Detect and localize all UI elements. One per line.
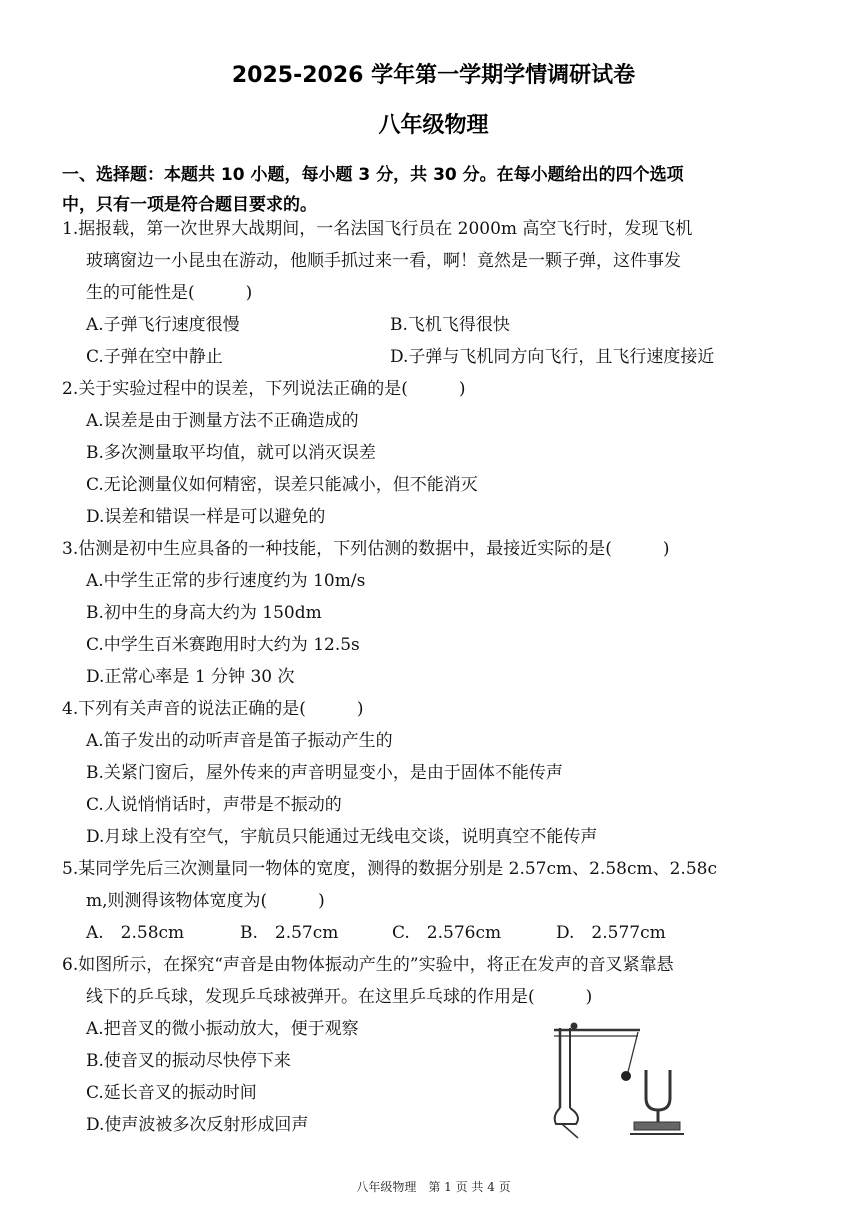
- q2-option-c: C.无论测量仪如何精密，误差只能减小，但不能消灭: [86, 475, 478, 495]
- q6-option-c: C.延长音叉的振动时间: [86, 1083, 257, 1103]
- q5-stem-line-2: m,则测得该物体宽度为( ): [86, 891, 325, 911]
- q2-option-b: B.多次测量取平均值，就可以消灭误差: [86, 443, 376, 463]
- q1-option-c: C.子弹在空中静止: [86, 347, 223, 367]
- q2-option-d: D.误差和错误一样是可以避免的: [86, 507, 326, 527]
- q5-option-d: D. 2.577cm: [556, 923, 666, 943]
- section-heading-line-1: 一、选择题：本题共 10 小题，每小题 3 分，共 30 分。在每小题给出的四个选项: [62, 165, 684, 185]
- q3-option-c: C.中学生百米赛跑用时大约为 12.5s: [86, 635, 360, 655]
- q6-stem-line-1: 6.如图所示，在探究“声音是由物体振动产生的”实验中，将正在发声的音叉紧靠悬: [62, 955, 674, 975]
- fork-base: [634, 1122, 680, 1130]
- q5-stem-line-1: 5.某同学先后三次测量同一物体的宽度，测得的数据分别是 2.57cm、2.58cm、2.58c: [62, 859, 717, 879]
- q6-option-a: A.把音叉的微小振动放大，便于观察: [86, 1019, 359, 1039]
- stand-foot: [562, 1124, 578, 1138]
- section-heading-line-2: 中，只有一项是符合题目要求的。: [62, 195, 317, 215]
- q3-option-d: D.正常心率是 1 分钟 30 次: [86, 667, 295, 687]
- q1-option-a: A.子弹飞行速度很慢: [86, 315, 240, 335]
- q4-option-c: C.人说悄悄话时，声带是不振动的: [86, 795, 342, 815]
- q4-option-b: B.关紧门窗后，屋外传来的声音明显变小，是由于固体不能传声: [86, 763, 563, 783]
- q6-option-b: B.使音叉的振动尽快停下来: [86, 1051, 291, 1071]
- q1-stem-line-2: 玻璃窗边一小昆虫在游动，他顺手抓过来一看，啊！竟然是一颗子弹，这件事发: [86, 251, 681, 271]
- page-footer: 八年级物理 第 1 页 共 4 页: [356, 1180, 511, 1194]
- q2-option-a: A.误差是由于测量方法不正确造成的: [86, 411, 359, 431]
- q6-option-d: D.使声波被多次反射形成回声: [86, 1115, 309, 1135]
- stand-base: [555, 1108, 578, 1124]
- tuning-fork: [630, 1070, 684, 1134]
- q3-option-a: A.中学生正常的步行速度约为 10m/s: [86, 571, 366, 591]
- q1-stem-line-1: 1.据报载，第一次世界大战期间，一名法国飞行员在 2000m 高空飞行时，发现飞机: [62, 219, 693, 239]
- tuning-fork-pingpong-figure: [548, 1018, 688, 1142]
- q4-option-a: A.笛子发出的动听声音是笛子振动产生的: [86, 731, 393, 751]
- q5-option-c: C. 2.576cm: [392, 923, 502, 943]
- q2-stem: 2.关于实验过程中的误差，下列说法正确的是( ): [62, 379, 466, 399]
- q1-stem-line-3: 生的可能性是( ): [86, 283, 253, 303]
- suspension-thread: [628, 1032, 638, 1072]
- q3-option-b: B.初中生的身高大约为 150dm: [86, 603, 322, 623]
- q1-option-d: D.子弹与飞机同方向飞行，且飞行速度接近: [390, 347, 715, 367]
- pingpong-ball: [621, 1071, 631, 1081]
- q6-stem-line-2: 线下的乒乓球，发现乒乓球被弹开。在这里乒乓球的作用是( ): [86, 987, 593, 1007]
- q3-stem: 3.估测是初中生应具备的一种技能，下列估测的数据中，最接近实际的是( ): [62, 539, 670, 559]
- stand-clamp: [571, 1023, 577, 1029]
- q4-option-d: D.月球上没有空气，宇航员只能通过无线电交谈，说明真空不能传声: [86, 827, 598, 847]
- exam-title: 2025-2026 学年第一学期学情调研试卷: [231, 63, 636, 88]
- q4-stem: 4.下列有关声音的说法正确的是( ): [62, 699, 364, 719]
- fork-prongs: [646, 1070, 670, 1110]
- q1-option-b: B.飞机飞得很快: [390, 315, 510, 335]
- q5-option-b: B. 2.57cm: [240, 923, 339, 943]
- section-heading: [62, 160, 822, 220]
- q5-option-a: A. 2.58cm: [86, 923, 185, 943]
- exam-subject: 八年级物理: [378, 113, 489, 138]
